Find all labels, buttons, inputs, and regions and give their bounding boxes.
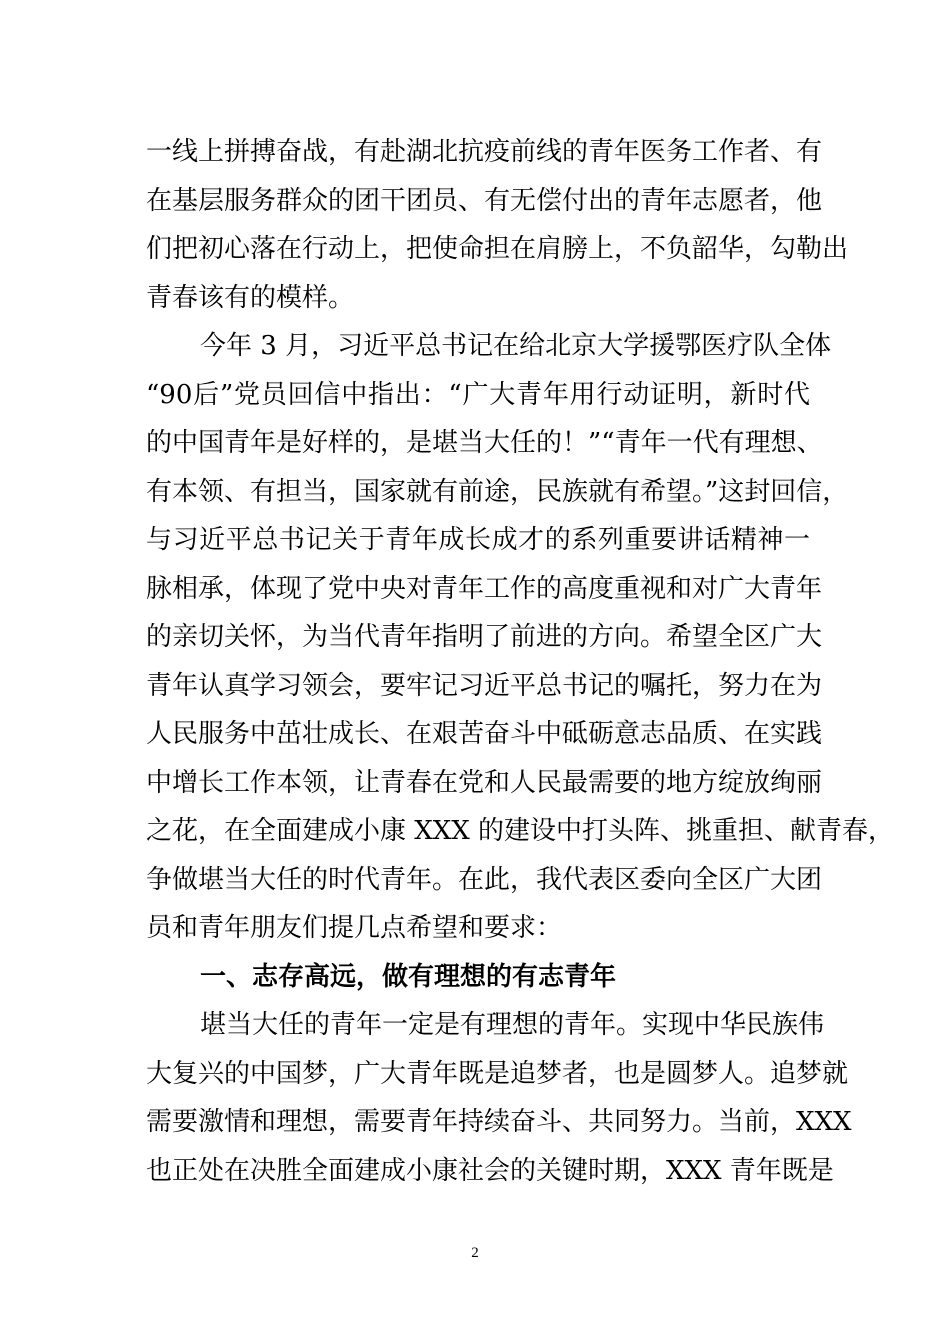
text-line: 的亲切关怀，为当代青年指明了前进的方向。希望全区广大 [146, 622, 823, 652]
text-line: 人民服务中茁壮成长、在艰苦奋斗中砥砺意志品质、在实践 [146, 719, 823, 749]
text-line: 今年 3 月，习近平总书记在给北京大学援鄂医疗队全体 [200, 331, 832, 361]
text-line: 一线上拼搏奋战，有赴湖北抗疫前线的青年医务工作者、有 [146, 137, 823, 167]
text-line: 在基层服务群众的团干团员、有无偿付出的青年志愿者，他 [146, 185, 823, 216]
text-line: 中增长工作本领，让青春在党和人民最需要的地方绽放绚丽 [146, 767, 823, 798]
text-line: 也正处在决胜全面建成小康社会的关键时期，XXX 青年既是 [146, 1155, 834, 1186]
body-text [146, 128, 895, 1195]
text-line: 青年认真学习领会，要牢记习近平总书记的嘱托，努力在为 [146, 670, 823, 701]
text-line: 的中国青年是好样的，是堪当大任的！”“青年一代有理想、 [146, 428, 823, 458]
text-line: 脉相承，体现了党中央对青年工作的高度重视和对广大青年 [146, 573, 823, 604]
section-heading: 一、志存高远，做有理想的有志青年 [200, 961, 617, 992]
text-line: 需要激情和理想，需要青年持续奋斗、共同努力。当前，XXX [146, 1107, 852, 1137]
text-line: 们把初心落在行动上，把使命担在肩膀上，不负韶华，勾勒出 [146, 234, 849, 264]
text-line: 青春该有的模样。 [146, 282, 355, 313]
text-line: 员和青年朋友们提几点希望和要求： [146, 913, 563, 943]
text-line: 有本领、有担当，国家就有前途，民族就有希望。”这封回信， [146, 476, 849, 507]
text-line: 大复兴的中国梦，广大青年既是追梦者，也是圆梦人。追梦就 [146, 1058, 849, 1089]
text-line: “90后”党员回信中指出：“广大青年用行动证明，新时代 [146, 379, 810, 410]
text-line: 争做堪当大任的时代青年。在此，我代表区委向全区广大团 [146, 864, 823, 895]
text-line: 之花，在全面建成小康 XXX 的建设中打头阵、挑重担、献青春， [146, 816, 895, 846]
text-line: 与习近平总书记关于青年成长成才的系列重要讲话精神一 [146, 525, 810, 555]
page-number: 2 [471, 1245, 479, 1261]
text-line: 堪当大任的青年一定是有理想的青年。实现中华民族伟 [200, 1010, 825, 1040]
